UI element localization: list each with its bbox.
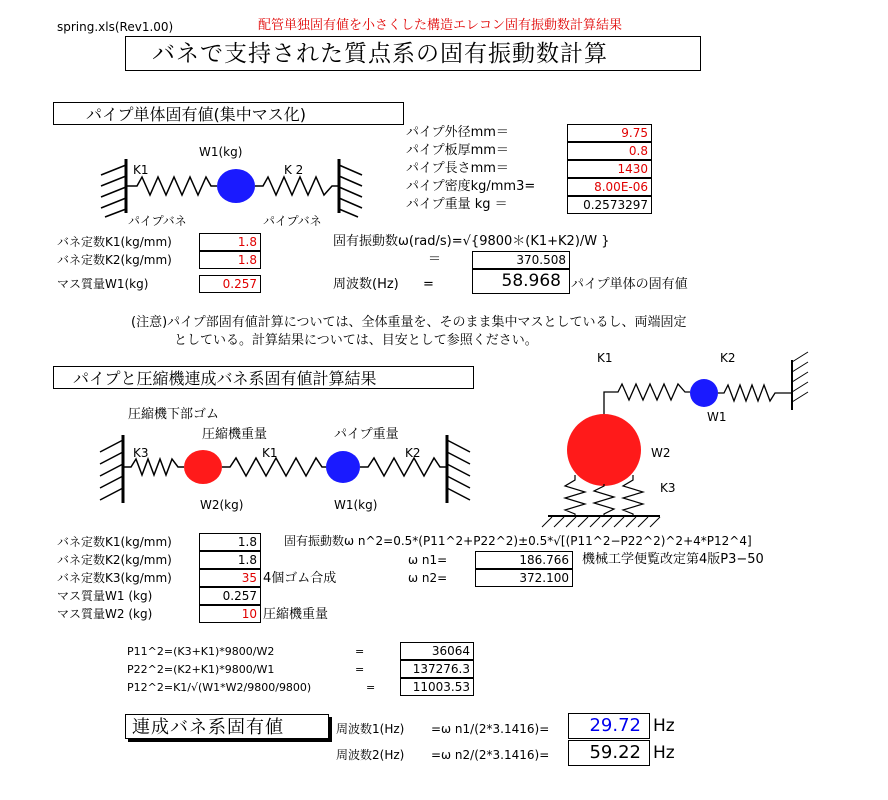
pipe-length-value[interactable]: 1430 [567, 160, 652, 178]
d2-w1-label: W1(kg) [334, 498, 378, 512]
s2-k3-value[interactable]: 35 [199, 569, 261, 587]
right-spring-label: パイプバネ [263, 214, 322, 228]
s1-k1-label: バネ定数K1(kg/mm) [57, 235, 172, 249]
pipe-weight-label: パイプ重量 kg ＝ [406, 197, 508, 212]
s2-k3-label: バネ定数K3(kg/mm) [57, 571, 172, 585]
f2-label: 周波数2(Hz) [336, 748, 405, 762]
wn1-label: ω n1= [408, 553, 448, 567]
s2-k1-value: 1.8 [199, 533, 261, 551]
s1-omega-formula: 固有振動数ω(rad/s)=√{9800＊(K1+K2)/W } [333, 234, 610, 249]
d2-k3-label: K3 [133, 446, 149, 460]
s2-w2-label: マス質量W2 (kg) [57, 607, 153, 621]
f1-value: 29.72 [568, 713, 650, 739]
pipe-density-label: パイプ密度kg/mm3= [406, 179, 536, 194]
s2-w1-label: マス質量W1 (kg) [57, 589, 153, 603]
f2-unit: Hz [653, 743, 675, 763]
note-line-1: (注意)パイプ部固有値計算については、全体重量を、そのまま集中マスとしているし、両端固定 [131, 315, 687, 330]
main-title: バネで支持された質点系の固有振動数計算 [152, 41, 608, 67]
rubber-label: 圧縮機下部ゴム [128, 407, 220, 422]
p22-value: 137276.3 [400, 660, 474, 678]
s1-freq-eq: = [423, 277, 434, 292]
rd-w1-label: W1 [707, 410, 727, 424]
s2-w1-value: 0.257 [199, 587, 261, 605]
s1-k1-value[interactable]: 1.8 [199, 233, 261, 251]
result-title-box [125, 714, 329, 739]
p12-label: P12^2=K1/√(W1*W2/9800/9800) [127, 681, 312, 694]
reference-label: 機械工学便覧改定第4版P3−50 [582, 552, 764, 567]
pipe-thickness-value[interactable]: 0.8 [567, 142, 652, 160]
note-line-2: としている。計算結果については、目安として参照ください。 [174, 333, 538, 348]
s1-freq-label: 周波数(Hz) [333, 277, 399, 292]
s2-k1-label: バネ定数K1(kg/mm) [57, 535, 172, 549]
p12-eq: = [366, 681, 376, 694]
s1-k2-value[interactable]: 1.8 [199, 251, 261, 269]
filename-label: spring.xls(Rev1.00) [57, 20, 174, 34]
s2-k2-label: バネ定数K2(kg/mm) [57, 553, 172, 567]
f1-label: 周波数1(Hz) [336, 722, 405, 736]
pipe-weight-value: 0.2573297 [567, 196, 652, 214]
s2-w2-value[interactable]: 10 [199, 605, 261, 623]
left-spring-label: パイプバネ [128, 214, 187, 228]
rd-w2-label: W2 [651, 446, 671, 460]
pipe-od-label: パイプ外径mm＝ [406, 125, 509, 140]
p12-value: 11003.53 [400, 678, 474, 696]
s1-k2-label: バネ定数K2(kg/mm) [57, 253, 172, 267]
rd-k1-label: K1 [597, 351, 613, 365]
diagram1-k2-label: K 2 [284, 163, 304, 177]
s1-mass-label: マス質量W1(kg) [57, 277, 149, 291]
pipe-length-label: パイプ長さmm＝ [406, 161, 509, 176]
mass-w1-coupled [326, 451, 360, 483]
p11-label: P11^2=(K3+K1)*9800/W2 [127, 645, 275, 658]
f2-value: 59.22 [568, 740, 650, 766]
section2-title-box [53, 366, 474, 389]
pipe-thickness-label: パイプ板厚mm＝ [406, 143, 509, 158]
mass-w2-large [567, 414, 641, 486]
pipe-density-value[interactable]: 8.00E-06 [567, 178, 652, 196]
d2-k2-label: K2 [405, 446, 421, 460]
result-title: 連成バネ系固有値 [132, 717, 284, 738]
s2-omega-formula: 固有振動数ω n^2=0.5*(P11^2+P22^2)±0.5*√[(P11^2−P22^2)^2+4*P12^4] [284, 534, 752, 548]
comp-weight-label: 圧縮機重量 [202, 427, 268, 442]
pipe-od-value[interactable]: 9.75 [567, 124, 652, 142]
s1-omega-eq: ＝ [428, 252, 442, 267]
p22-label: P22^2=(K2+K1)*9800/W1 [127, 663, 275, 676]
section2-title: パイプと圧縮機連成バネ系固有値計算結果 [73, 369, 377, 388]
p11-eq: = [355, 645, 365, 658]
pipe-weight-label: パイプ重量 [334, 427, 399, 442]
mass-w2 [184, 450, 222, 484]
mass-w1 [217, 169, 255, 203]
rd-k2-label: K2 [720, 351, 736, 365]
section1-title: パイプ単体固有値(集中マス化) [86, 105, 307, 124]
f1-formula: =ω n1/(2*3.1416)= [431, 722, 550, 736]
mass-w1-small [690, 379, 718, 407]
s2-w2-suffix: 圧縮機重量 [263, 607, 329, 622]
rd-k3-label: K3 [660, 481, 676, 495]
diagram1-k1-label: K1 [133, 163, 149, 177]
spring-k2 [255, 177, 339, 195]
f1-unit: Hz [653, 716, 675, 736]
spring-k3 [123, 459, 184, 475]
spring-k2-coupled [360, 458, 447, 476]
header-subtitle: 配管単独固有値を小さくした構造エレコン固有振動数計算結果 [258, 18, 623, 33]
diagram1-w1-label: W1(kg) [199, 145, 243, 159]
wn2-value: 372.100 [475, 569, 573, 587]
wn2-label: ω n2= [408, 571, 448, 585]
d2-w2-label: W2(kg) [200, 498, 244, 512]
s1-freq-value: 58.968 [472, 269, 570, 294]
f2-formula: =ω n2/(2*3.1416)= [431, 748, 550, 762]
p22-eq: = [355, 663, 365, 676]
coupled-system-diagram [542, 352, 808, 527]
spring-k1 [126, 177, 217, 195]
wn1-value: 186.766 [475, 551, 573, 569]
d2-k1-label: K1 [262, 446, 278, 460]
s2-k2-value: 1.8 [199, 551, 261, 569]
main-title-box [125, 36, 701, 71]
section1-title-box [53, 102, 404, 125]
s2-k3-suffix: 4個ゴム合成 [263, 571, 337, 586]
s1-freq-note: パイプ単体の固有値 [571, 277, 688, 292]
s1-mass-value: 0.257 [199, 275, 261, 293]
p11-value: 36064 [400, 642, 474, 660]
s1-omega-value: 370.508 [472, 251, 570, 269]
